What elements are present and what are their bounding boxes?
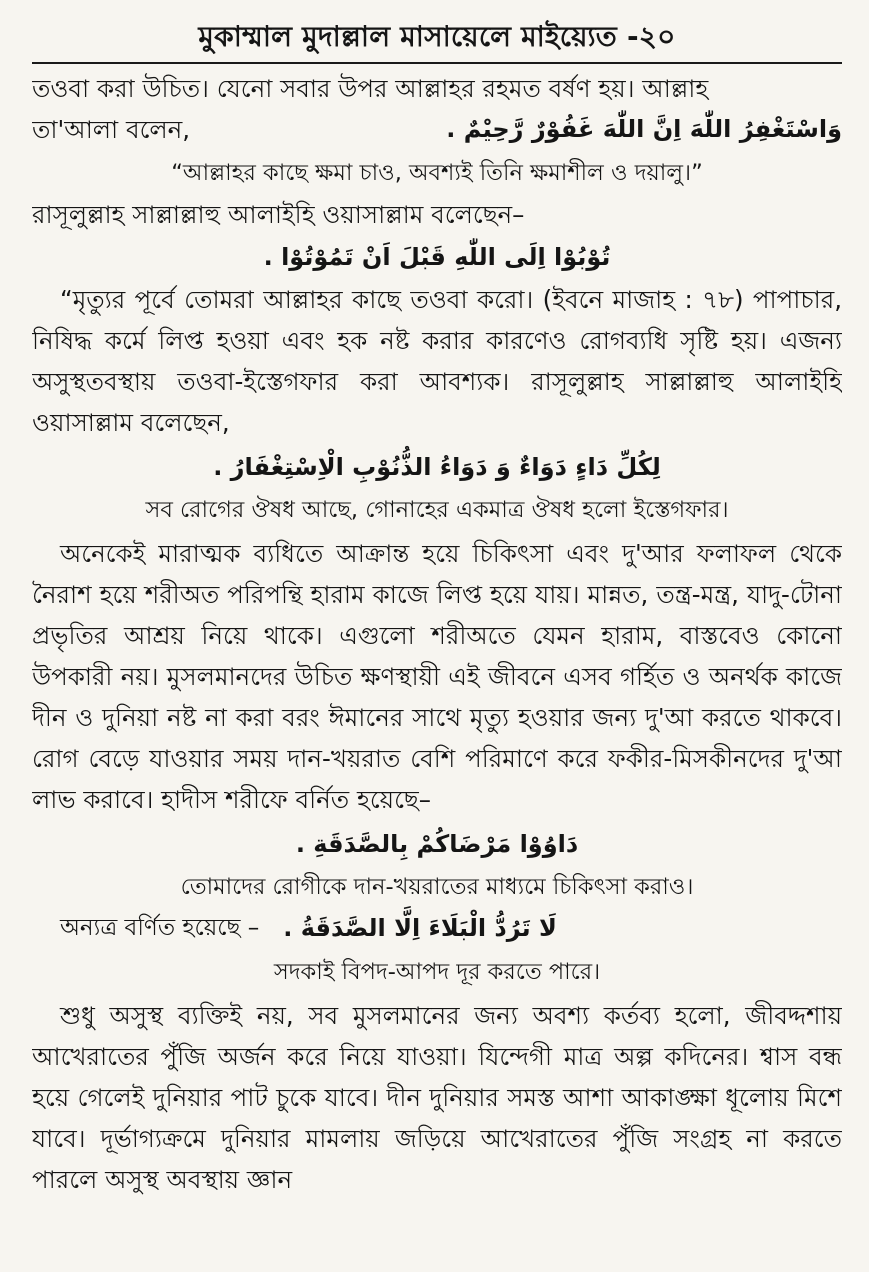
paragraph-5 bbox=[32, 908, 842, 949]
paragraph-1-line-2-lead: তা'আলা বলেন, bbox=[32, 115, 191, 144]
paragraph-1-line-2 bbox=[32, 109, 842, 150]
paragraph-2: রাসূলুল্লাহ সাল্লাল্লাহু আলাইহি ওয়াসাল্লাম বলেছেন– bbox=[32, 200, 525, 229]
translation-5: সদকাই বিপদ-আপদ দূর করতে পারে। bbox=[273, 959, 601, 985]
translation-4: তোমাদের রোগীকে দান-খয়রাতের মাধ্যমে চিকিৎসা করাও। bbox=[180, 874, 694, 900]
page-header: মুকাম্মাল মুদাল্লাল মাসায়েলে মাইয়্যেত -২০ bbox=[32, 18, 842, 64]
arabic-quote-4: دَاوُوْا مَرْضَاكُمْ بِالصَّدَقَةِ . bbox=[295, 830, 579, 858]
arabic-quote-2: تُوْبُوْا اِلَى اللّٰهِ قَبْلَ اَنْ تَمُوْتُوْا . bbox=[263, 243, 611, 271]
document-page bbox=[32, 18, 842, 1268]
arabic-quote-3: لِكُلِّ دَاءٍ دَوَاءٌ وَ دَوَاءُ الذُّنُوْبِ الْاِسْتِغْفَارُ . bbox=[213, 453, 661, 481]
arabic-quote-1: وَاسْتَغْفِرُ اللّٰهَ اِنَّ اللّٰهَ غَفُوْرٌ رَّحِيْمٌ . bbox=[446, 115, 842, 143]
paragraph-4: অনেকেই মারাত্মক ব্যধিতে আক্রান্ত হয়ে চিকিৎসা এবং দু'আর ফলাফল থেকে নৈরাশ হয়ে শরীঅত পরিপন্থি হারাম কাজে লিপ্ত হয়ে যায়। মান্নত, তন্ত্র-মন্ত্র, যাদু-টোনা প্রভৃতির আশ্রয় নিয়ে থাকে। এগুলো শরীঅতে যেমন হারাম, বাস্তবেও কোনো উপকারী নয়। মুসলমানদের উচিত ক্ষণস্থায়ী এই জীবনে এসব গর্হিত ও অনর্থক কাজে দীন ও দুনিয়া নষ্ট না করা বরং ঈমানের সাথে মৃত্যু হওয়ার জন্য দু'আ করতে থাকবে। রোগ বেড়ে যাওয়ার সময় দান-খয়রাত বেশি পরিমাণে করে ফকীর-মিসকীনদের দু'আ লাভ করাবে। হাদীস শরীফে বর্নিত হয়েছে– bbox=[32, 539, 842, 814]
translation-3: সব রোগের ঔষধ আছে, গোনাহের একমাত্র ঔষধ হলো ইস্তেগফার। bbox=[145, 497, 729, 523]
paragraph-1: তওবা করা উচিত। যেনো সবার উপর আল্লাহর রহমত বর্ষণ হয়। আল্লাহ bbox=[32, 74, 709, 103]
arabic-quote-5: لَا تَرُدُّ الْبَلَاءَ اِلَّا الصَّدَقَةُ . bbox=[283, 914, 557, 942]
paragraph-5-lead: অন্যত্র বর্ণিত হয়েছে – bbox=[60, 915, 260, 941]
paragraph-6: শুধু অসুস্থ ব্যক্তিই নয়, সব মুসলমানের জন্য অবশ্য কর্তব্য হলো, জীবদ্দশায় আখেরাতের পুঁজি অর্জন করে নিয়ে যাওয়া। যিন্দেগী মাত্র অল্প কদিনের। শ্বাস বন্ধ হয়ে গেলেই দুনিয়ার পাট চুকে যাবে। দীন দুনিয়ার সমস্ত আশা আকাঙ্ক্ষা ধূলোয় মিশে যাবে। দূর্ভাগ্যক্রমে দুনিয়ার মামলায় জড়িয়ে আখেরাতের পুঁজি সংগ্রহ না করতে পারলে অসুস্থ অবস্থায় জ্ঞান bbox=[32, 1001, 842, 1194]
translation-1: “আল্লাহর কাছে ক্ষমা চাও, অবশ্যই তিনি ক্ষমাশীল ও দয়ালু।” bbox=[171, 160, 703, 186]
paragraph-3: “মৃত্যুর পূর্বে তোমরা আল্লাহর কাছে তওবা করো। (ইবনে মাজাহ : ৭৮) পাপাচার, নিষিদ্ধ কর্মে লিপ্ত হওয়া এবং হক নষ্ট করার কারণেও রোগব্যধি সৃষ্টি হয়। এজন্য অসুস্থতবস্থায় তওবা-ইস্তেগফার করা আবশ্যক। রাসূলুল্লাহ সাল্লাল্লাহু আলাইহি ওয়াসাল্লাম বলেছেন, bbox=[32, 285, 842, 437]
